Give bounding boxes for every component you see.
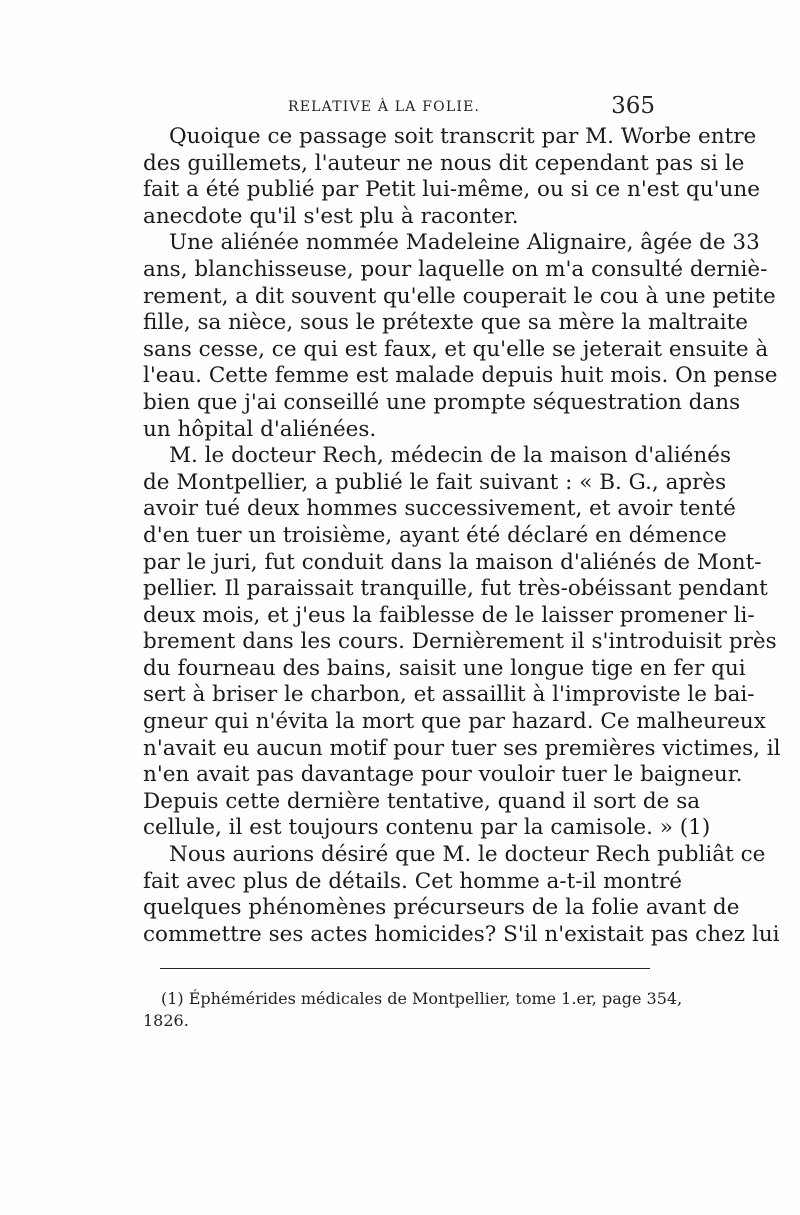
text-line: du fourneau des bains, saisit une longue tige en fer qui — [143, 655, 746, 681]
footnote-line: (1) Éphémérides médicales de Montpellier, tome 1.er, page 354, — [161, 989, 683, 1008]
text-line: de Montpellier, a publié le fait suivant : « B. G., après — [143, 469, 727, 495]
text-line: commettre ses actes homicides? S'il n'existait pas chez lui — [143, 921, 780, 947]
body-text — [143, 124, 781, 948]
page-number: 365 — [611, 93, 655, 119]
text-line: un hôpital d'aliénées. — [143, 416, 377, 442]
text-line: n'en avait pas davantage pour vouloir tuer le baigneur. — [143, 762, 743, 788]
footnote — [143, 988, 683, 1032]
text-line: deux mois, et j'eus la faiblesse de le laisser promener li- — [143, 602, 755, 628]
footnote-line: 1826. — [143, 1011, 189, 1030]
text-line: par le juri, fut conduit dans la maison d'aliénés de Mont- — [143, 549, 762, 575]
text-line: anecdote qu'il s'est plu à raconter. — [143, 203, 519, 229]
text-line: fait a été publié par Petit lui-même, ou si ce n'est qu'une — [143, 177, 760, 203]
running-head: RELATIVE À LA FOLIE. — [288, 99, 481, 115]
text-line: gneur qui n'évita la mort que par hazard. Ce malheureux — [143, 709, 766, 735]
text-line: ans, blanchisseuse, pour laquelle on m'a consulté derniè- — [143, 256, 768, 282]
text-line: n'avait eu aucun motif pour tuer ses premières victimes, il — [143, 735, 781, 761]
text-line: sert à briser le charbon, et assaillit à l'improviste le bai- — [143, 682, 755, 708]
text-line: pellier. Il paraissait tranquille, fut très-obéissant pendant — [143, 576, 768, 602]
text-line: brement dans les cours. Dernièrement il s'introduisit près — [143, 629, 777, 655]
text-line: cellule, il est toujours contenu par la camisole. » (1) — [143, 815, 711, 841]
text-line: l'eau. Cette femme est malade depuis huit mois. On pense — [143, 363, 778, 389]
text-line: M. le docteur Rech, médecin de la maison d'aliénés — [169, 443, 732, 469]
text-line: Une aliénée nommée Madeleine Alignaire, âgée de 33 — [169, 230, 760, 256]
text-line: Depuis cette dernière tentative, quand il sort de sa — [143, 788, 701, 814]
text-line: rement, a dit souvent qu'elle couperait le cou à une petite — [143, 283, 776, 309]
text-line: d'en tuer un troisième, ayant été déclaré en démence — [143, 522, 727, 548]
page-header — [143, 93, 655, 127]
footnote-divider — [160, 968, 650, 969]
text-line: avoir tué deux hommes successivement, et avoir tenté — [143, 496, 736, 522]
text-line: fait avec plus de détails. Cet homme a-t-il montré — [143, 868, 682, 894]
text-line: fille, sa nièce, sous le prétexte que sa mère la maltraite — [143, 310, 749, 336]
text-line: Nous aurions désiré que M. le docteur Rech publiât ce — [169, 842, 766, 868]
text-line: sans cesse, ce qui est faux, et qu'elle se jeterait ensuite à — [143, 336, 769, 362]
text-line: quelques phénomènes précurseurs de la folie avant de — [143, 895, 740, 921]
text-line: des guillemets, l'auteur ne nous dit cependant pas si le — [143, 150, 745, 176]
text-line: Quoique ce passage soit transcrit par M. Worbe entre — [169, 124, 757, 149]
text-line: bien que j'ai conseillé une prompte séquestration dans — [143, 389, 741, 415]
